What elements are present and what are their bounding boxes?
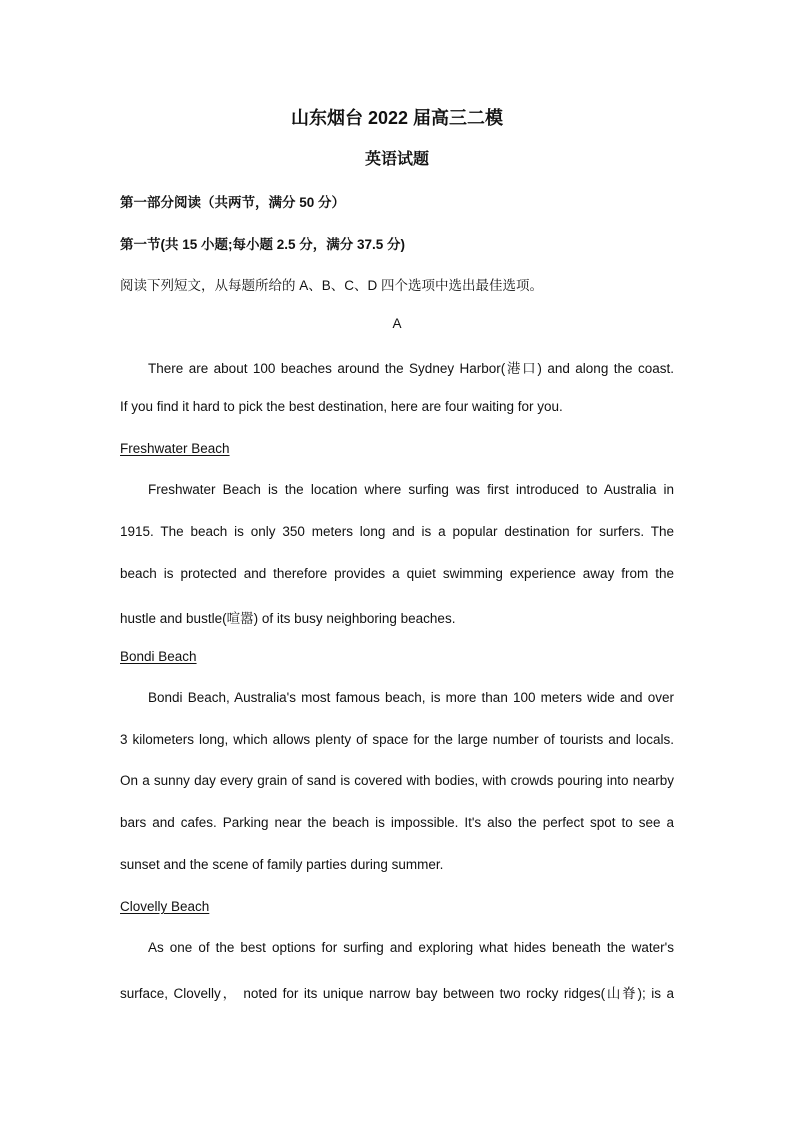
beach-heading-bondi: [120, 649, 674, 664]
paragraph-line: 3 kilometers long, which allows plenty of space for the large number of tourists and locals.: [120, 732, 674, 747]
paragraph-line: bars and cafes. Parking near the beach is impossible. It's also the perfect spot to see a: [120, 815, 674, 830]
beach-heading-clovelly: [120, 899, 674, 914]
paragraph-line: hustle and bustle(喧嚣) of its busy neighboring beaches.: [120, 611, 456, 626]
beach-heading-freshwater: [120, 441, 674, 456]
paragraph-line: As one of the best options for surfing and exploring what hides beneath the water's: [148, 940, 674, 955]
paragraph-line: Freshwater Beach is the location where surfing was first introduced to Australia in: [148, 482, 674, 497]
beach-name: Bondi Beach: [120, 649, 197, 664]
part-heading: 第一部分阅读（共两节，满分 50 分）: [120, 195, 346, 210]
intro-line: There are about 100 beaches around the Sydney Harbor(港口) and along the coast.: [148, 361, 674, 376]
paragraph-line: 1915. The beach is only 350 meters long and is a popular destination for surfers. The: [120, 524, 674, 539]
paragraph-line: On a sunny day every grain of sand is covered with bodies, with crowds pouring into nearby: [120, 773, 674, 788]
paragraph-line: beach is protected and therefore provides a quiet swimming experience away from the: [120, 566, 674, 581]
document-subtitle: 英语试题: [364, 151, 429, 168]
passage-label: A: [392, 316, 402, 331]
instruction-text: 阅读下列短文，从每题所给的 A、B、C、D 四个选项中选出最佳选项。: [120, 278, 544, 293]
intro-line: If you find it hard to pick the best destination, here are four waiting for you.: [120, 399, 563, 414]
subsection-heading: 第一节(共 15 小题;每小题 2.5 分，满分 37.5 分): [120, 237, 406, 252]
document-title: 山东烟台 2022 届高三二模: [290, 108, 504, 128]
paragraph-line: Bondi Beach, Australia's most famous beach, is more than 100 meters wide and over: [148, 690, 674, 705]
beach-name: Clovelly Beach: [120, 899, 210, 914]
paragraph-line: sunset and the scene of family parties during summer.: [120, 857, 444, 872]
paragraph-line: surface, Clovelly， noted for its unique narrow bay between two rocky ridges(山脊); is a: [120, 986, 674, 1001]
beach-name: Freshwater Beach: [120, 441, 230, 456]
